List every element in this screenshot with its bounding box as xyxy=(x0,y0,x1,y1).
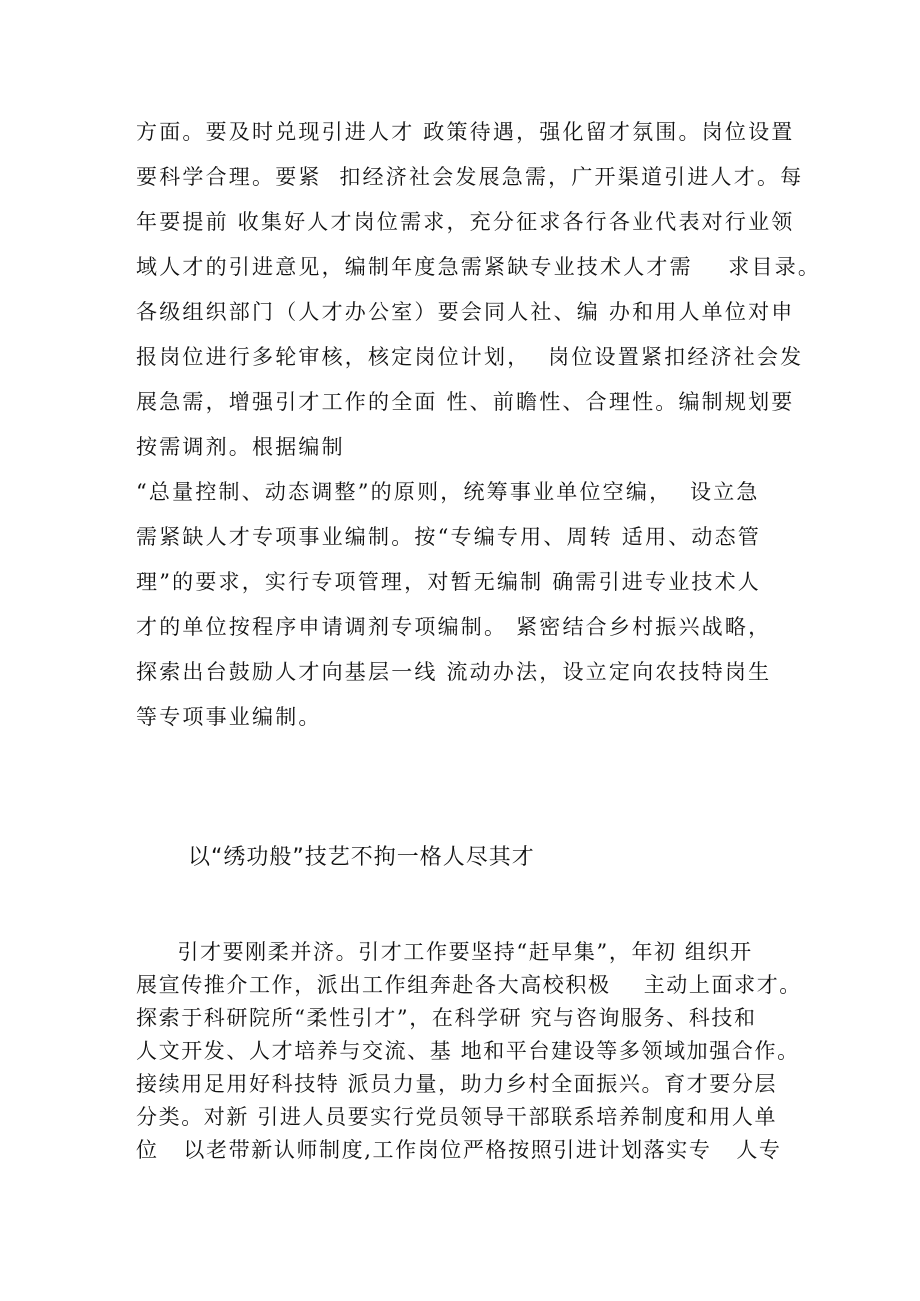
paragraph-line: 人文开发、人才培养与交流、基 地和平台建设等多领域加强合作。 xyxy=(136,1039,800,1063)
paragraph-line: 展急需，增强引才工作的全面 性、前瞻性、合理性。编制规划要 xyxy=(136,390,795,414)
paragraph-line: 按需调剂。根据编制 xyxy=(136,435,345,459)
paragraph-line: 位 以老带新认师制度,工作岗位严格按照引进计划落实专 人专 xyxy=(136,1138,782,1162)
paragraph-line: 引才要刚柔并济。引才工作要坚持“赶早集”，年初 组织开 xyxy=(136,940,753,964)
paragraph-line: 接续用足用好科技特 派员力量，助力乡村全面振兴。育才要分层 xyxy=(136,1072,778,1096)
paragraph-line: 各级组织部门（人才办公室）要会同人社、编 办和用人单位对申 xyxy=(136,300,795,324)
paragraph-line: 需紧缺人才专项事业编制。按“专编专用、周转 适用、动态管 xyxy=(136,525,762,549)
paragraph-line: 方面。要及时兑现引进人才 政策待遇，强化留才氛围。岗位设置 xyxy=(136,120,795,144)
paragraph-line: 域人才的引进意见，编制年度急需紧缺专业技术人才需 求目录。 xyxy=(136,255,822,279)
paragraph-line: 要科学合理。要紧 扣经济社会发展急需，广开渠道引进人才。每 xyxy=(136,165,804,189)
paragraph-line: 才的单位按程序申请调剂专项编制。 紧密结合乡村振兴战略， xyxy=(136,615,772,639)
paragraph-line: 分类。对新 引进人员要实行党员领导干部联系培养制度和用人单 xyxy=(136,1105,778,1129)
paragraph-line: 理”的要求，实行专项管理，对暂无编制 确需引进专业技术人 xyxy=(136,570,762,594)
paragraph-line: 探索出台鼓励人才向基层一线 流动办法，设立定向农技特岗生 xyxy=(136,660,772,684)
paragraph-line: 年要提前 收集好人才岗位需求，充分征求各行各业代表对行业领 xyxy=(136,210,795,234)
paragraph-line: “总量控制、动态调整”的原则，统筹事业单位空编， 设立急 xyxy=(136,480,760,504)
paragraph-line: 展宣传推介工作，派出工作组奔赴各大高校积极 主动上面求才。 xyxy=(136,973,802,997)
section-heading: 以“绣功般”技艺不拘一格人尽其才 xyxy=(188,845,535,870)
paragraph-line: 等专项事业编制。 xyxy=(136,705,322,729)
paragraph-line: 探索于科研院所“柔性引才”，在科学研 究与咨询服务、科技和 xyxy=(136,1006,757,1030)
paragraph-line: 报岗位进行多轮审核，核定岗位计划， 岗位设置紧扣经济社会发 xyxy=(136,345,804,369)
